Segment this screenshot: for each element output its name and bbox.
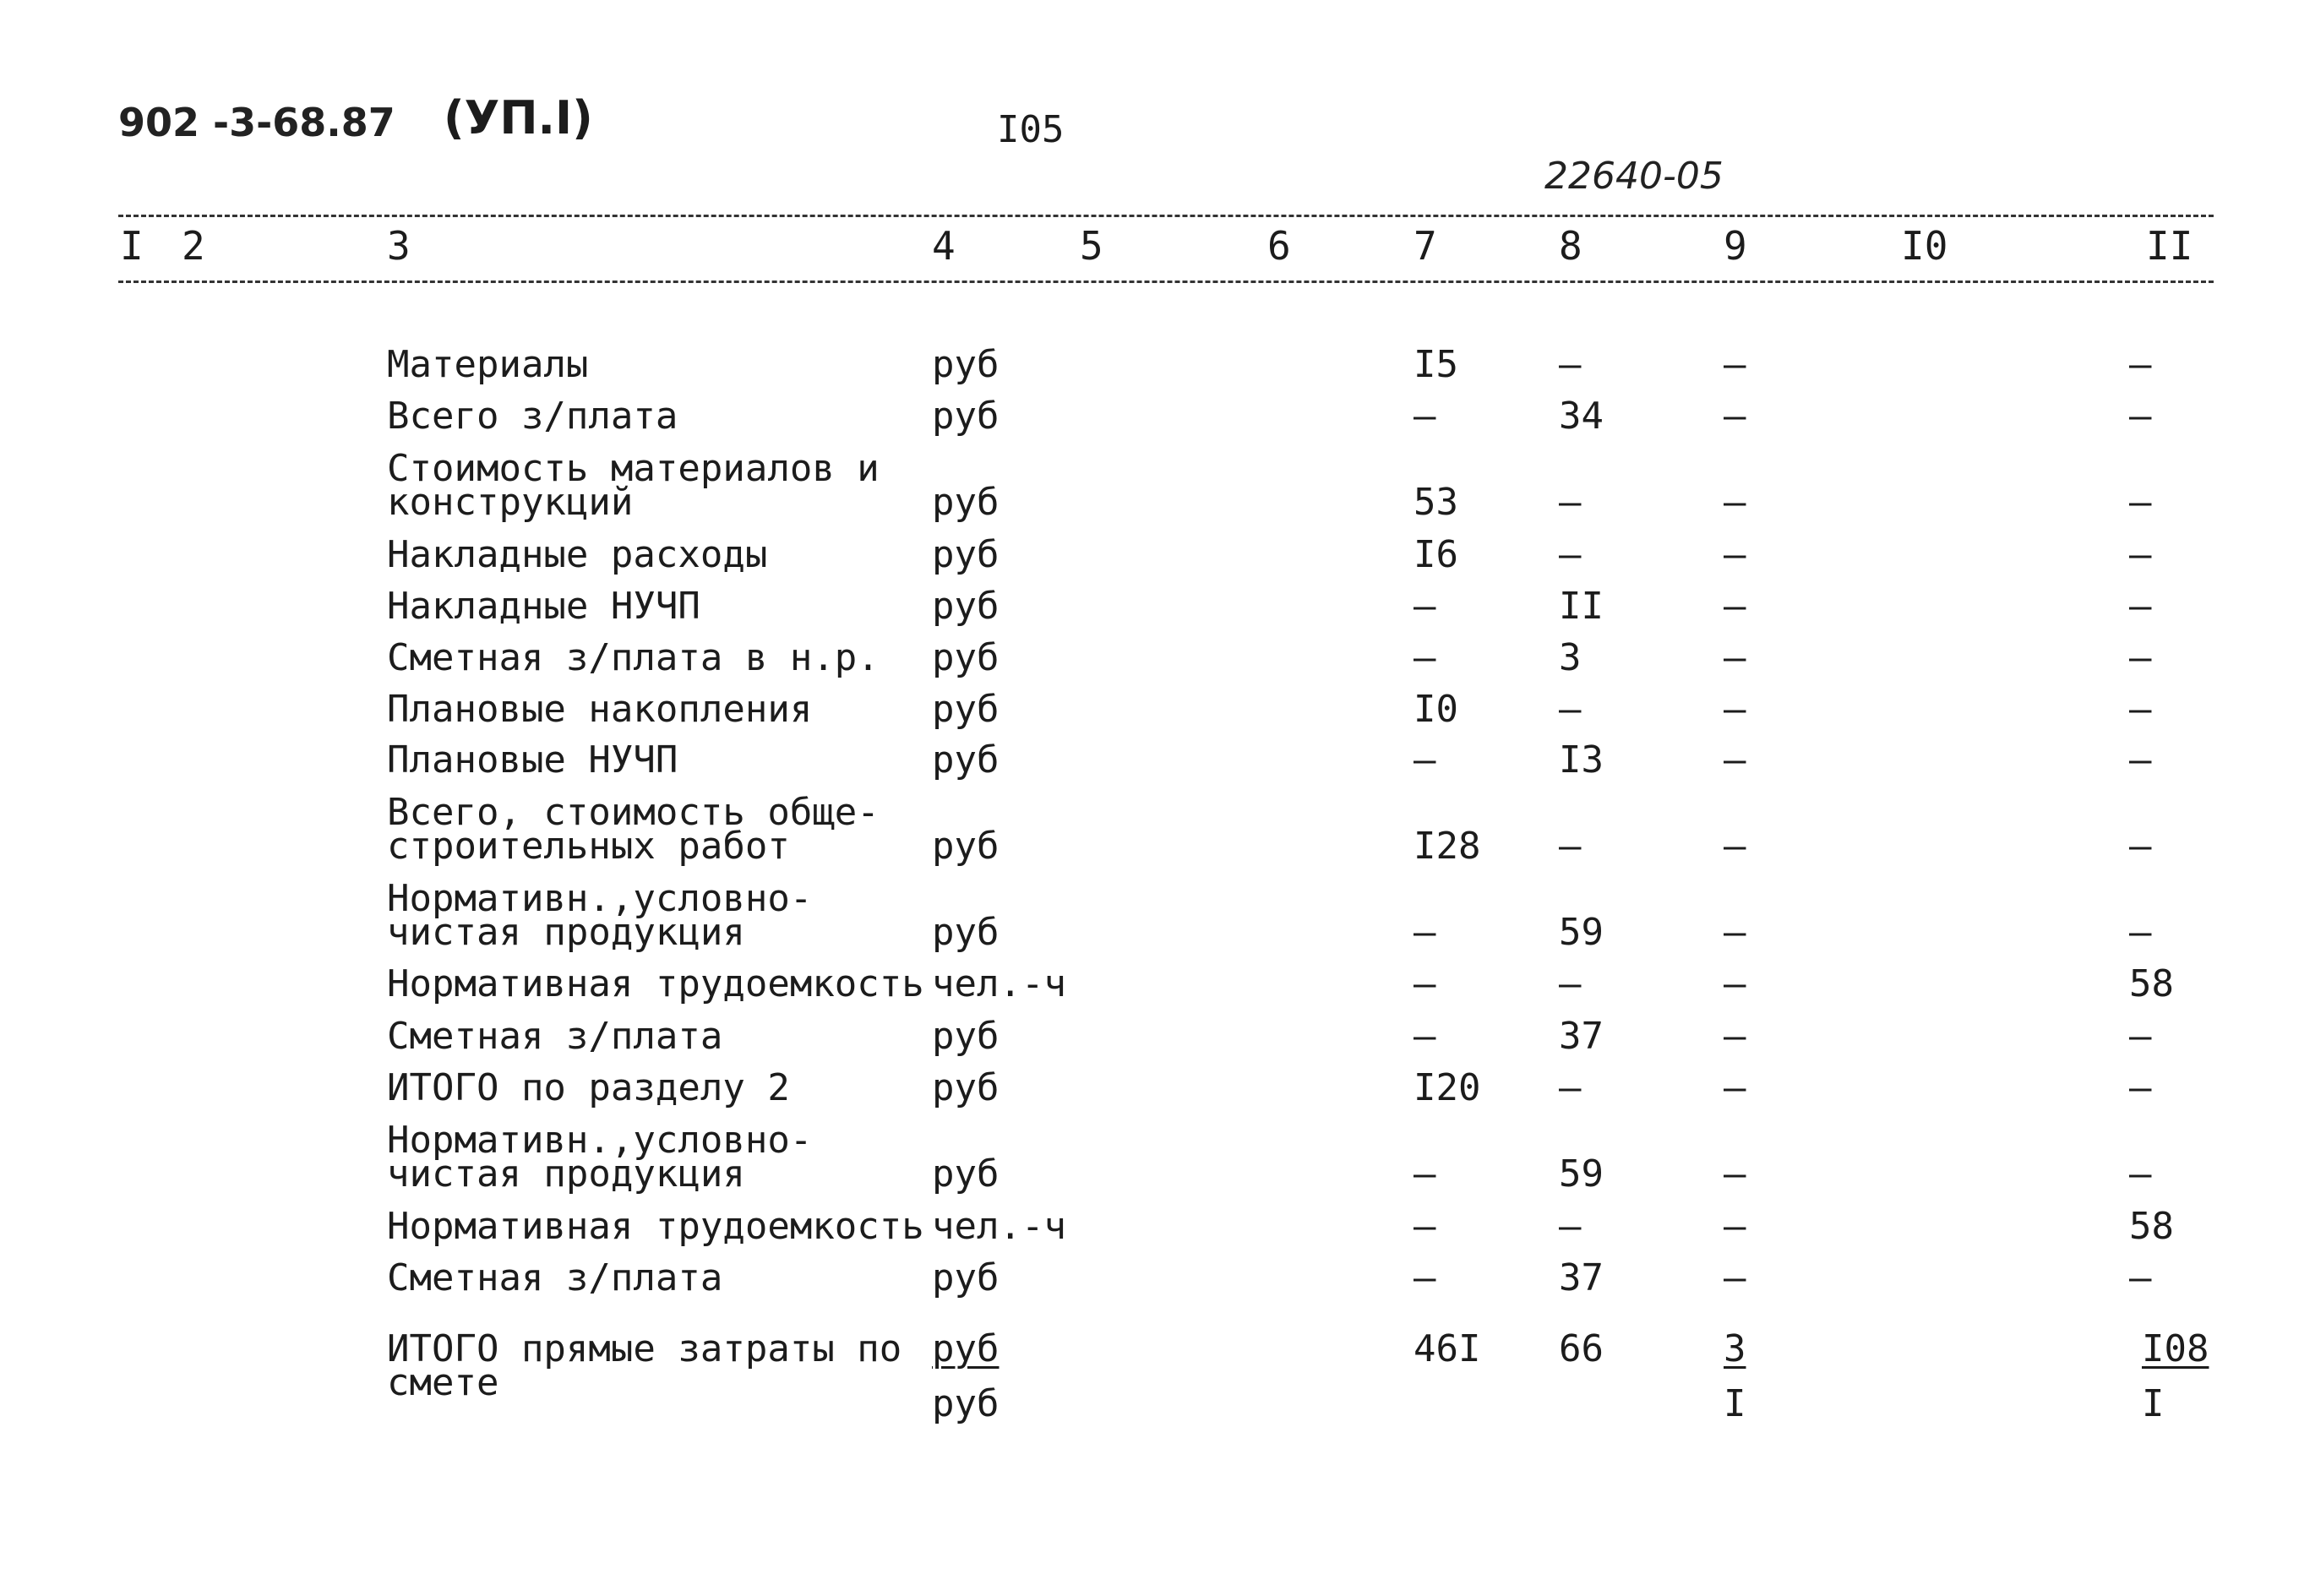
row-label: Нормативная трудоемкость <box>387 1205 924 1248</box>
cell-col8: – <box>1559 1205 1582 1248</box>
total-col9: 3 <box>1724 1327 1746 1370</box>
cell-col7: – <box>1414 1256 1436 1299</box>
cell-col9: – <box>1724 1066 1746 1109</box>
column-header: 9 <box>1724 223 1747 269</box>
row-unit: руб <box>932 1256 1000 1299</box>
cell-col7: – <box>1414 1152 1436 1196</box>
cell-col11: – <box>2129 481 2152 524</box>
row-label: Нормативн.,условно- <box>387 1119 813 1162</box>
row-label: Всего з/плата <box>387 395 678 438</box>
column-header: 8 <box>1559 223 1582 269</box>
row-label: ИТОГО по разделу 2 <box>387 1066 790 1109</box>
row-label-continuation: чистая продукция <box>387 1152 745 1196</box>
cell-col9: – <box>1724 911 1746 954</box>
cell-col7: I5 <box>1414 343 1458 386</box>
row-label: Сметная з/плата в н.р. <box>387 636 880 679</box>
total-col11: I08 <box>2142 1327 2209 1370</box>
row-label: Сметная з/плата <box>387 1256 723 1299</box>
cell-col8: – <box>1559 343 1582 386</box>
cell-col7: 53 <box>1414 481 1458 524</box>
cell-col7: – <box>1414 1015 1436 1058</box>
row-unit: руб <box>932 688 1000 731</box>
cell-col11: – <box>2129 343 2152 386</box>
cell-col11: – <box>2129 636 2152 679</box>
row-label: Всего, стоимость обще- <box>387 791 880 834</box>
album-reference: (УП.I) <box>444 91 593 144</box>
row-unit: чел.-ч <box>932 962 1066 1005</box>
cell-col8: – <box>1559 1066 1582 1109</box>
cell-col7: I20 <box>1414 1066 1481 1109</box>
row-unit: руб <box>932 343 1000 386</box>
cell-col7: – <box>1414 636 1436 679</box>
cell-col8: 37 <box>1559 1256 1604 1299</box>
cell-col9: – <box>1724 962 1746 1005</box>
row-label-continuation: конструкций <box>387 481 634 524</box>
total-unit-secondary: руб <box>932 1382 1000 1425</box>
cell-col11: 58 <box>2129 962 2174 1005</box>
cell-col9: – <box>1724 688 1746 731</box>
cell-col9: – <box>1724 1015 1746 1058</box>
cell-col8: 34 <box>1559 395 1604 438</box>
cell-col9: – <box>1724 395 1746 438</box>
cell-col11: – <box>2129 688 2152 731</box>
cell-col9: – <box>1724 585 1746 628</box>
cell-col8: 3 <box>1559 636 1582 679</box>
row-label: Накладные расходы <box>387 533 768 576</box>
total-label: ИТОГО прямые затраты по <box>387 1327 902 1370</box>
row-label: Нормативная трудоемкость <box>387 962 924 1005</box>
row-unit: руб <box>932 585 1000 628</box>
column-header: 3 <box>387 223 411 269</box>
total-col11-secondary: I <box>2142 1382 2165 1425</box>
header-bottom-rule <box>118 281 2214 283</box>
column-header: 4 <box>932 223 956 269</box>
document-code: 902 -3-68.87 <box>118 100 395 145</box>
cell-col8: 37 <box>1559 1015 1604 1058</box>
row-label: Материалы <box>387 343 589 386</box>
row-unit: руб <box>932 911 1000 954</box>
cell-col11: – <box>2129 585 2152 628</box>
total-unit: руб <box>932 1327 1000 1370</box>
cell-col11: 58 <box>2129 1205 2174 1248</box>
cell-col11: – <box>2129 1015 2152 1058</box>
cell-col8: – <box>1559 533 1582 576</box>
cell-col11: – <box>2129 911 2152 954</box>
row-label: Плановые накопления <box>387 688 813 731</box>
cell-col8: I3 <box>1559 738 1604 782</box>
column-header: 7 <box>1414 223 1437 269</box>
cell-col9: – <box>1724 1256 1746 1299</box>
column-header: I <box>120 223 144 269</box>
cell-col8: 59 <box>1559 1152 1604 1196</box>
row-unit: руб <box>932 1015 1000 1058</box>
row-label: Сметная з/плата <box>387 1015 723 1058</box>
cell-col9: – <box>1724 481 1746 524</box>
cell-col11: – <box>2129 738 2152 782</box>
cell-col7: – <box>1414 395 1436 438</box>
column-header: I0 <box>1901 223 1948 269</box>
cell-col7: – <box>1414 962 1436 1005</box>
row-label-continuation: чистая продукция <box>387 911 745 954</box>
row-label: Стоимость материалов и <box>387 447 880 490</box>
cell-col9: – <box>1724 343 1746 386</box>
header-top-rule <box>118 215 2214 217</box>
row-label: Плановые НУЧП <box>387 738 678 782</box>
cell-col8: – <box>1559 481 1582 524</box>
cell-col11: – <box>2129 1066 2152 1109</box>
page-number: I05 <box>997 108 1065 151</box>
cell-col7: – <box>1414 585 1436 628</box>
cell-col11: – <box>2129 1152 2152 1196</box>
cell-col9: – <box>1724 825 1746 868</box>
cell-col7: – <box>1414 1205 1436 1248</box>
cell-col8: 59 <box>1559 911 1604 954</box>
row-unit: руб <box>932 1066 1000 1109</box>
row-unit: руб <box>932 533 1000 576</box>
cell-col9: – <box>1724 533 1746 576</box>
cell-col7: I6 <box>1414 533 1458 576</box>
row-label: Накладные НУЧП <box>387 585 700 628</box>
row-label-continuation: строительных работ <box>387 825 790 868</box>
cell-col9: – <box>1724 1152 1746 1196</box>
row-unit: руб <box>932 481 1000 524</box>
cell-col8: – <box>1559 825 1582 868</box>
row-label: Нормативн.,условно- <box>387 877 813 920</box>
total-col8: 66 <box>1559 1327 1604 1370</box>
column-header: 5 <box>1080 223 1103 269</box>
cell-col9: – <box>1724 738 1746 782</box>
total-col9-secondary: I <box>1724 1382 1746 1425</box>
cell-col9: – <box>1724 1205 1746 1248</box>
column-header: 2 <box>182 223 205 269</box>
cell-col7: – <box>1414 911 1436 954</box>
cell-col7: – <box>1414 738 1436 782</box>
row-unit: руб <box>932 395 1000 438</box>
row-unit: руб <box>932 825 1000 868</box>
row-unit: руб <box>932 636 1000 679</box>
total-col7: 46I <box>1414 1327 1481 1370</box>
cell-col8: – <box>1559 688 1582 731</box>
cell-col11: – <box>2129 533 2152 576</box>
row-unit: чел.-ч <box>932 1205 1066 1248</box>
cell-col11: – <box>2129 825 2152 868</box>
cell-col8: – <box>1559 962 1582 1005</box>
row-unit: руб <box>932 1152 1000 1196</box>
cell-col8: II <box>1559 585 1604 628</box>
cell-col11: – <box>2129 395 2152 438</box>
cell-col9: – <box>1724 636 1746 679</box>
handwritten-stamp: 22640-05 <box>1544 155 1724 198</box>
cell-col7: I28 <box>1414 825 1481 868</box>
total-label-continuation: смете <box>387 1361 499 1404</box>
row-unit: руб <box>932 738 1000 782</box>
column-header: 6 <box>1267 223 1291 269</box>
column-header: II <box>2146 223 2193 269</box>
cell-col11: – <box>2129 1256 2152 1299</box>
cell-col7: I0 <box>1414 688 1458 731</box>
